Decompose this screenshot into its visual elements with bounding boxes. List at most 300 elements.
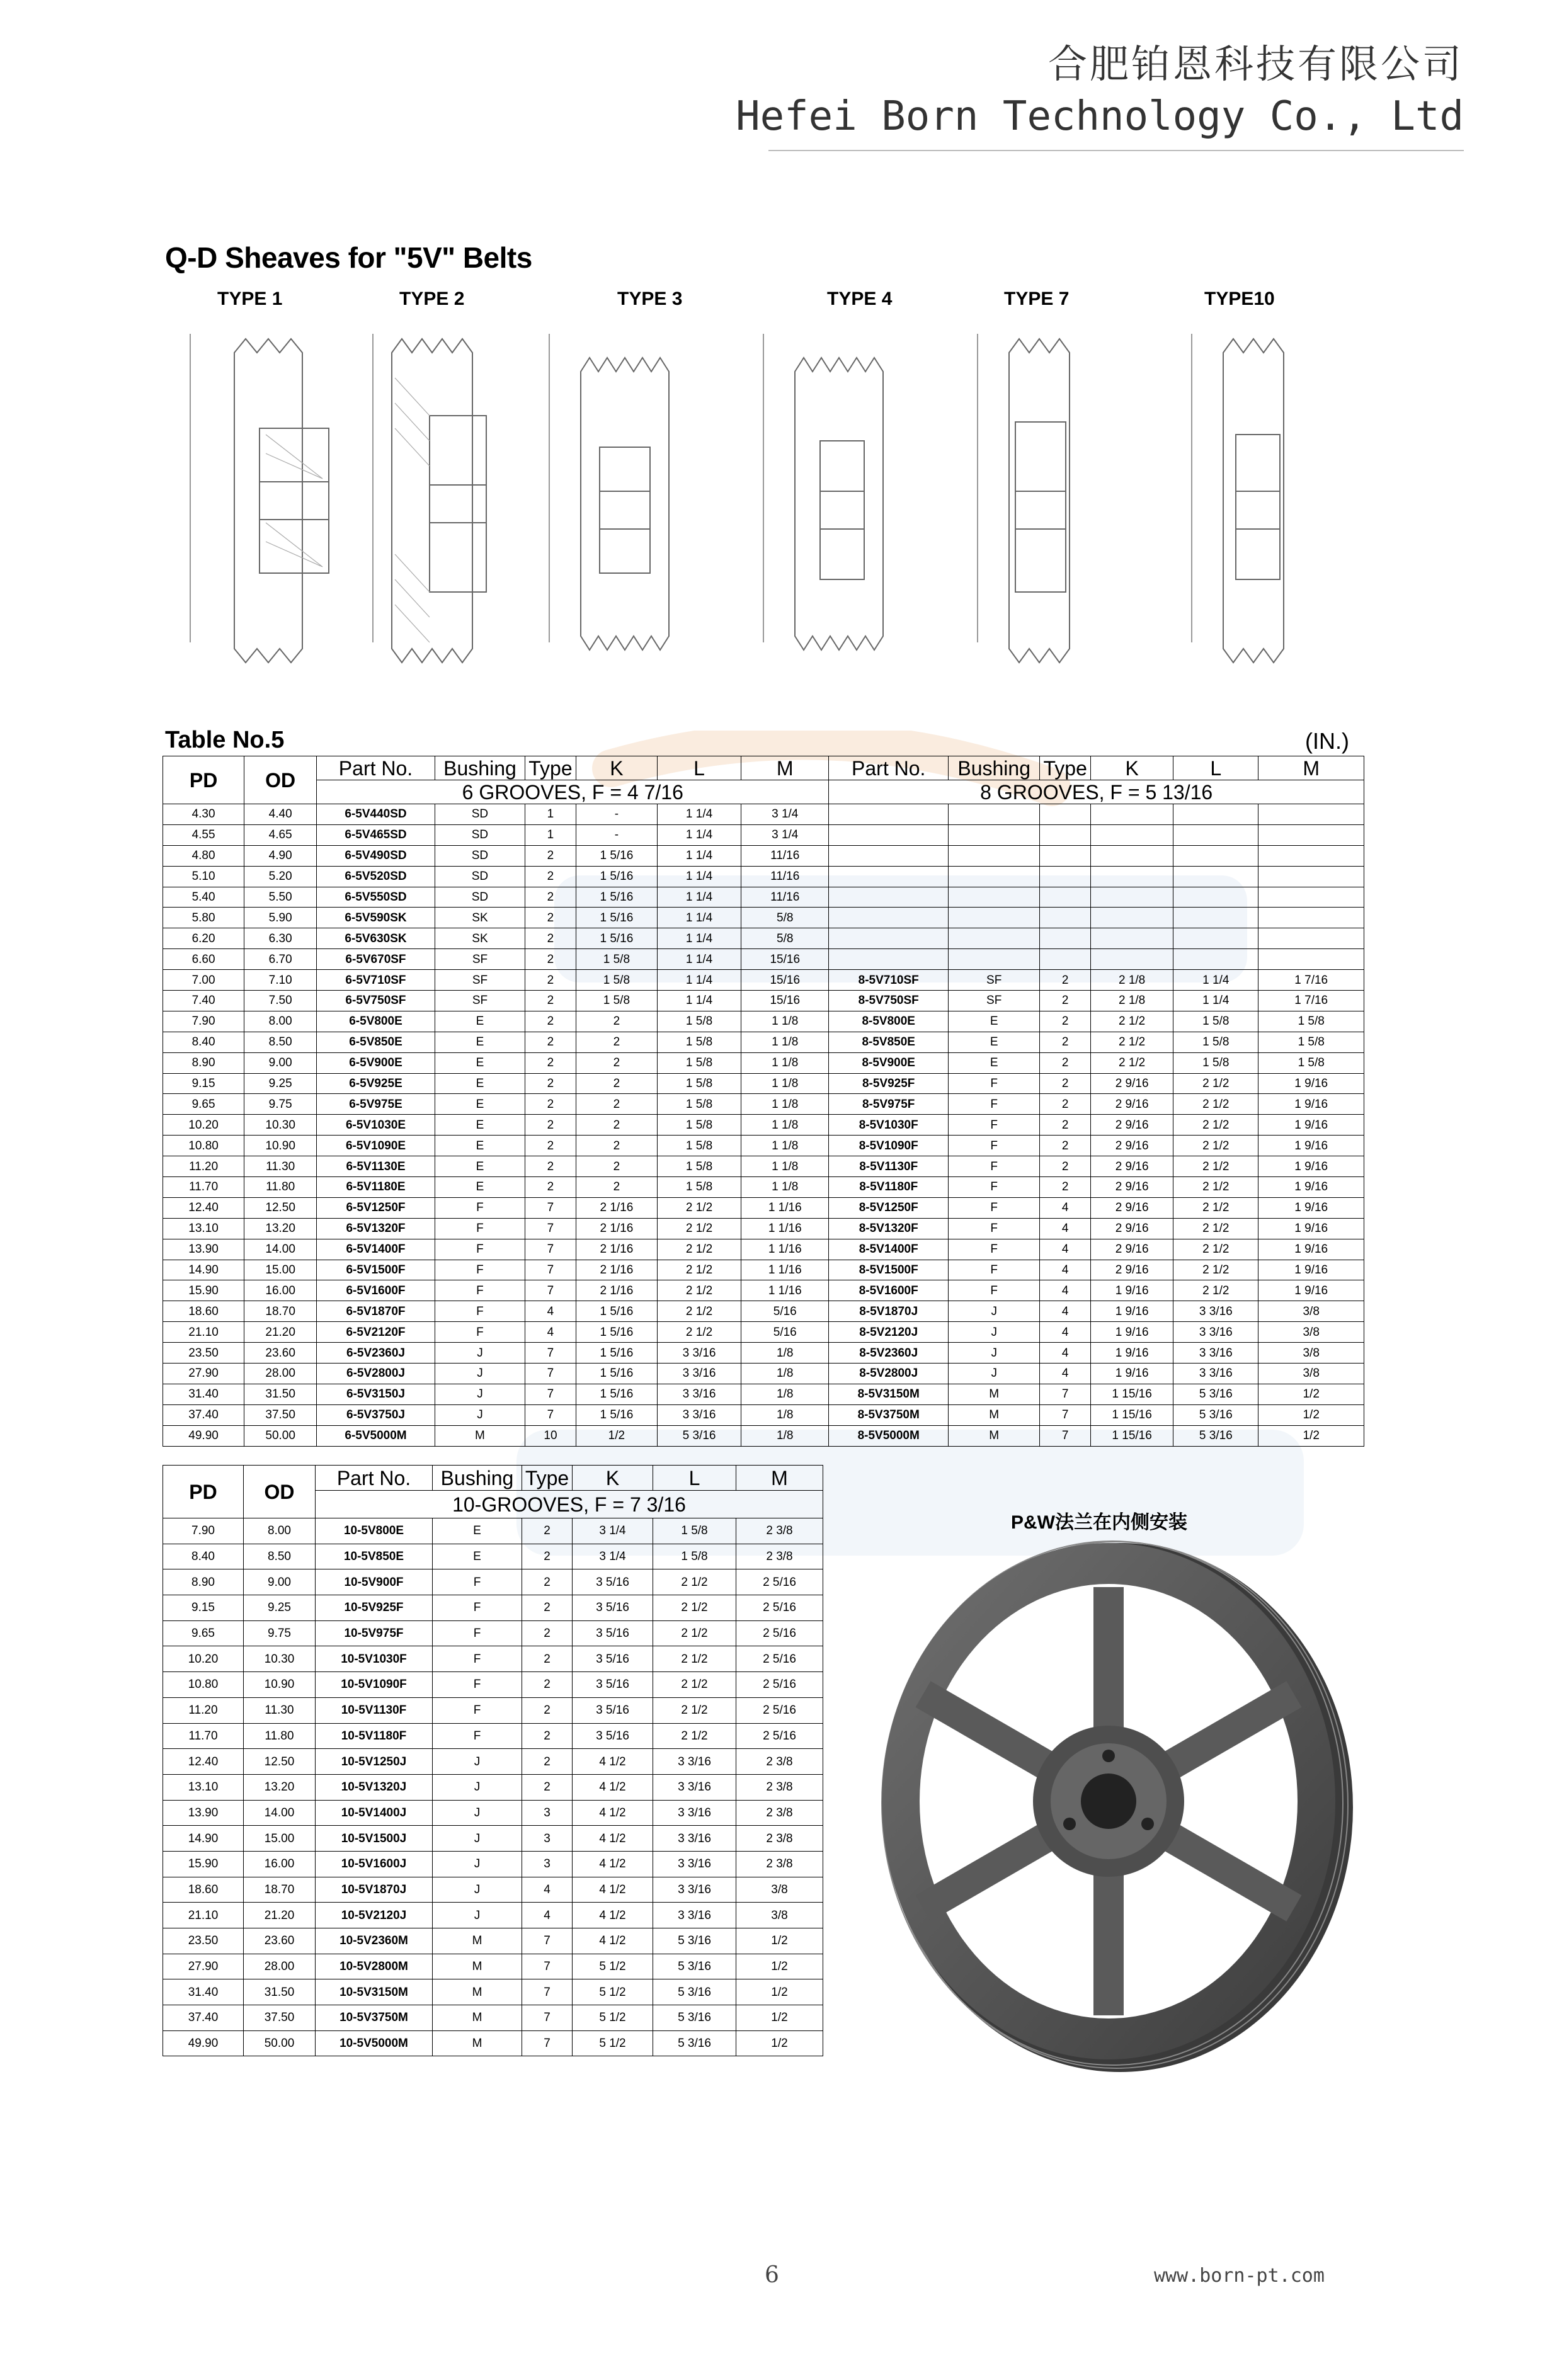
table-cell: 1/2	[736, 2030, 823, 2056]
table-cell: J	[433, 1877, 522, 1903]
table-row	[163, 1672, 823, 1698]
table-cell: E	[435, 1156, 525, 1177]
table-cell: 1/2	[736, 1928, 823, 1954]
table-row	[163, 1749, 823, 1775]
table-cell: 2 5/16	[736, 1672, 823, 1698]
table-cell: 1 9/16	[1091, 1322, 1173, 1343]
table-cell: 2	[522, 1620, 573, 1646]
table-row	[163, 804, 1364, 825]
table-cell: 5 3/16	[653, 2030, 736, 2056]
table-row	[163, 1404, 1364, 1425]
table-cell: 1 9/16	[1091, 1280, 1173, 1301]
col-pd: PD	[163, 756, 244, 804]
table-cell: SF	[435, 949, 525, 970]
table-cell: 9.25	[244, 1595, 316, 1621]
type-10-label: TYPE10	[1204, 288, 1275, 309]
table-cell: 2 1/2	[653, 1620, 736, 1646]
table-cell: F	[433, 1723, 522, 1749]
table-cell: 2 3/8	[736, 1749, 823, 1775]
table-cell: 31.50	[244, 1979, 316, 2005]
table-cell: 1 5/16	[576, 1301, 657, 1322]
table-cell: SK	[435, 928, 525, 949]
table-cell: 13.10	[163, 1774, 244, 1800]
table-cell: M	[949, 1404, 1040, 1425]
table-cell: 7	[522, 2030, 573, 2056]
table-cell: 37.50	[244, 1404, 317, 1425]
table-cell: 2	[525, 887, 576, 908]
table-cell: 1	[525, 824, 576, 845]
table-cell	[829, 866, 949, 887]
table-cell: 6-5V710SF	[317, 970, 435, 991]
table-cell: 3 5/16	[573, 1569, 653, 1595]
table-row	[163, 1928, 823, 1954]
table-cell: J	[435, 1364, 525, 1384]
table-cell: 9.75	[244, 1094, 317, 1115]
table-cell	[829, 908, 949, 928]
table-cell: 4 1/2	[573, 1851, 653, 1877]
table-cell: E	[435, 1094, 525, 1115]
table-cell: M	[949, 1384, 1040, 1404]
table-cell: 1 1/8	[741, 1094, 829, 1115]
table-cell: 10-5V850E	[316, 1544, 433, 1569]
table-cell: 1 5/8	[1258, 1052, 1364, 1073]
table-row	[163, 1979, 823, 2005]
table-cell: 8-5V5000M	[829, 1425, 949, 1446]
table-row	[163, 1011, 1364, 1032]
table-cell: 2	[1040, 1032, 1091, 1052]
company-name-cn: 合肥铂恩科技有限公司	[1047, 41, 1464, 87]
table-cell: 1 1/16	[741, 1260, 829, 1280]
table-row	[163, 1280, 1364, 1301]
table-cell: 10-5V900F	[316, 1569, 433, 1595]
table-cell: 1/8	[741, 1364, 829, 1384]
table-cell: 2 1/2	[657, 1301, 741, 1322]
company-name-en: Hefei Born Technology Co., Ltd	[736, 93, 1464, 140]
table-cell: F	[435, 1239, 525, 1260]
table-cell: 2 5/16	[736, 1723, 823, 1749]
table-cell	[949, 804, 1040, 825]
table-cell: 1 9/16	[1258, 1115, 1364, 1136]
table-cell: 6.30	[244, 928, 317, 949]
table-cell: 37.40	[163, 2005, 244, 2031]
page-title: Q-D Sheaves for "5V" Belts	[165, 241, 532, 274]
table-cell	[1173, 845, 1258, 866]
table-cell: 2 9/16	[1091, 1073, 1173, 1094]
table-cell: 4 1/2	[573, 1928, 653, 1954]
table-cell: F	[435, 1260, 525, 1280]
table-cell: 1 1/4	[657, 928, 741, 949]
table-cell: 6-5V550SD	[317, 887, 435, 908]
table-cell: 11.30	[244, 1697, 316, 1723]
table-cell: 2 1/2	[1173, 1115, 1258, 1136]
col-bushing-8: Bushing	[949, 756, 1040, 780]
table-cell: 6-5V3150J	[317, 1384, 435, 1404]
table-cell: 1 1/4	[657, 866, 741, 887]
table-cell: 8-5V900E	[829, 1052, 949, 1073]
table-cell	[949, 887, 1040, 908]
table-row	[163, 1260, 1364, 1280]
table-cell: 3/8	[1258, 1364, 1364, 1384]
table-cell: 2	[522, 1672, 573, 1698]
table-cell: F	[435, 1280, 525, 1301]
table-cell: 5/16	[741, 1322, 829, 1343]
table-cell: 8-5V1600F	[829, 1280, 949, 1301]
table-row	[163, 908, 1364, 928]
table-cell: 1 5/8	[576, 949, 657, 970]
table-cell	[1040, 887, 1091, 908]
table-cell: 2 1/2	[1173, 1260, 1258, 1280]
table-cell: 2 1/16	[576, 1218, 657, 1239]
type-1-drawing	[190, 334, 329, 663]
table-cell: 2	[522, 1646, 573, 1672]
table-cell: 8-5V925F	[829, 1073, 949, 1094]
sheave-type-drawings	[165, 315, 1374, 705]
col-l-8: L	[1173, 756, 1258, 780]
table-cell	[1258, 908, 1364, 928]
table-cell: 10-5V800E	[316, 1518, 433, 1544]
table-cell: 7	[525, 1384, 576, 1404]
table-cell: 1 1/4	[657, 991, 741, 1011]
table-cell: 2 9/16	[1091, 1218, 1173, 1239]
unit-label: (IN.)	[1305, 728, 1349, 754]
table-cell: J	[949, 1322, 1040, 1343]
table-cell: 11.20	[163, 1697, 244, 1723]
table-cell: 2 1/2	[653, 1723, 736, 1749]
table-cell: 3 3/16	[657, 1343, 741, 1364]
table-cell: E	[435, 1052, 525, 1073]
table-cell: 1 15/16	[1091, 1425, 1173, 1446]
table-cell: 6-5V2360J	[317, 1343, 435, 1364]
table-cell: 2 1/2	[1173, 1094, 1258, 1115]
table-cell: 4.40	[244, 804, 317, 825]
table-cell: 2	[576, 1032, 657, 1052]
table-cell: F	[949, 1260, 1040, 1280]
table-cell	[1173, 824, 1258, 845]
table-cell: F	[433, 1672, 522, 1698]
table-cell: 15/16	[741, 991, 829, 1011]
type-3-drawing	[549, 334, 669, 650]
table-cell: 2	[1040, 1094, 1091, 1115]
table-cell: 12.40	[163, 1749, 244, 1775]
table-cell: M	[433, 1928, 522, 1954]
table-cell: 2 1/2	[1173, 1280, 1258, 1301]
table-row	[163, 1723, 823, 1749]
table-cell: 2	[522, 1595, 573, 1621]
table-row	[163, 1052, 1364, 1073]
table-cell: F	[435, 1218, 525, 1239]
table-row	[163, 1322, 1364, 1343]
table-cell: 8-5V1180F	[829, 1177, 949, 1198]
table-cell: 1 1/8	[741, 1032, 829, 1052]
table-cell	[949, 908, 1040, 928]
table-cell: -	[576, 804, 657, 825]
table-cell: 8-5V750SF	[829, 991, 949, 1011]
table-cell: 50.00	[244, 2030, 316, 2056]
table-cell: 1 1/4	[657, 804, 741, 825]
table-cell: 10	[525, 1425, 576, 1446]
table-cell: 16.00	[244, 1280, 317, 1301]
table-cell: 4	[1040, 1322, 1091, 1343]
table-cell: 6-5V800E	[317, 1011, 435, 1032]
table-cell: 11.80	[244, 1723, 316, 1749]
table-cell: 18.70	[244, 1301, 317, 1322]
table-cell	[1258, 845, 1364, 866]
table-cell: 7	[522, 1928, 573, 1954]
table-cell: J	[435, 1404, 525, 1425]
table-cell: 5 3/16	[653, 1928, 736, 1954]
table-cell: 13.20	[244, 1218, 317, 1239]
table-cell: 5/8	[741, 908, 829, 928]
table-cell	[829, 949, 949, 970]
table-cell: 11/16	[741, 845, 829, 866]
table-cell	[1040, 824, 1091, 845]
table-cell: 2	[525, 866, 576, 887]
table-row	[163, 2030, 823, 2056]
table-row	[163, 1646, 823, 1672]
table-cell: 10.20	[163, 1646, 244, 1672]
table-cell: 3 3/16	[653, 1774, 736, 1800]
table-cell: F	[949, 1239, 1040, 1260]
table-cell: 2 9/16	[1091, 1177, 1173, 1198]
table-cell: 2 1/2	[653, 1569, 736, 1595]
table-cell: 2 1/2	[1173, 1073, 1258, 1094]
table-cell: 2 1/16	[576, 1197, 657, 1218]
table-cell: 2 9/16	[1091, 1156, 1173, 1177]
table-cell: 15/16	[741, 970, 829, 991]
table-cell: 4.90	[244, 845, 317, 866]
table-cell: 1 5/8	[657, 1136, 741, 1156]
table-cell: SK	[435, 908, 525, 928]
table-cell: 23.60	[244, 1928, 316, 1954]
table-cell: 6-5V1400F	[317, 1239, 435, 1260]
table-cell: 10.80	[163, 1672, 244, 1698]
col-k-10: K	[573, 1466, 653, 1491]
table-cell: 6-5V1870F	[317, 1301, 435, 1322]
table-cell: 15.90	[163, 1851, 244, 1877]
table-cell: 3 3/16	[1173, 1322, 1258, 1343]
table-cell: 2 1/8	[1091, 991, 1173, 1011]
table-cell: 10.90	[244, 1672, 316, 1698]
table-cell: 7.50	[244, 991, 317, 1011]
table-cell: E	[949, 1032, 1040, 1052]
table-cell: 5 3/16	[653, 1954, 736, 1979]
table-cell: 13.90	[163, 1239, 244, 1260]
table-cell: 2	[1040, 970, 1091, 991]
table-cell: 1/2	[736, 2005, 823, 2031]
table-cell: J	[435, 1343, 525, 1364]
table-cell: 9.65	[163, 1094, 244, 1115]
table-cell	[1091, 824, 1173, 845]
table-cell: 31.50	[244, 1384, 317, 1404]
table-cell: 12.50	[244, 1749, 316, 1775]
table-cell: 2	[525, 1073, 576, 1094]
table-cell: 1 1/16	[741, 1218, 829, 1239]
table-cell: 2 1/2	[657, 1260, 741, 1280]
table-cell: 6-5V1600F	[317, 1280, 435, 1301]
table-cell: 2	[1040, 1136, 1091, 1156]
table-cell: SF	[435, 970, 525, 991]
table-cell: 3 5/16	[573, 1672, 653, 1698]
table-cell: 2 1/2	[653, 1646, 736, 1672]
table-cell: 8-5V2800J	[829, 1364, 949, 1384]
table-cell	[1258, 949, 1364, 970]
table-row	[163, 1620, 823, 1646]
table-cell: 3/8	[736, 1877, 823, 1903]
table-cell: 8-5V1870J	[829, 1301, 949, 1322]
table-cell: 1 5/8	[1173, 1011, 1258, 1032]
table-cell: 4	[1040, 1239, 1091, 1260]
table-cell: 1 5/8	[657, 1052, 741, 1073]
table-cell: 1 5/8	[1258, 1032, 1364, 1052]
table-cell: 2	[522, 1697, 573, 1723]
table-cell: 4	[525, 1322, 576, 1343]
table-row	[163, 1877, 823, 1903]
type-3-label: TYPE 3	[617, 288, 683, 309]
table-cell: 2 1/2	[1091, 1011, 1173, 1032]
table-cell: 2	[525, 970, 576, 991]
table-cell: 6-5V465SD	[317, 824, 435, 845]
table-cell: 7.00	[163, 970, 244, 991]
table-cell: 2	[1040, 1177, 1091, 1198]
table-row	[163, 2005, 823, 2031]
table-cell: 1 1/8	[741, 1052, 829, 1073]
table-cell	[1040, 866, 1091, 887]
table-cell: 6-5V1500F	[317, 1260, 435, 1280]
table-cell: 7	[525, 1239, 576, 1260]
table-cell: J	[435, 1384, 525, 1404]
table-cell: 10-5V1600J	[316, 1851, 433, 1877]
table-cell: 2 1/2	[1173, 1156, 1258, 1177]
table-cell: E	[435, 1073, 525, 1094]
table-cell: 6-5V900E	[317, 1052, 435, 1073]
col-k: K	[576, 756, 657, 780]
table-cell: 8-5V2360J	[829, 1343, 949, 1364]
table-cell: 3 5/16	[573, 1620, 653, 1646]
table-cell: 50.00	[244, 1425, 317, 1446]
table-cell: E	[435, 1115, 525, 1136]
table-cell: 16.00	[244, 1851, 316, 1877]
table-cell: F	[433, 1595, 522, 1621]
table-row	[163, 1425, 1364, 1446]
table-cell: 11.30	[244, 1156, 317, 1177]
table-cell: 1 7/16	[1258, 970, 1364, 991]
table-cell: 1 9/16	[1258, 1218, 1364, 1239]
table-cell: 6-5V3750J	[317, 1404, 435, 1425]
table-row	[163, 1697, 823, 1723]
table-cell: 7	[525, 1364, 576, 1384]
type-10-drawing	[1192, 334, 1284, 663]
table-cell: 2	[525, 845, 576, 866]
table-cell: 9.65	[163, 1620, 244, 1646]
table-cell: 1 5/8	[657, 1073, 741, 1094]
table-cell: 2	[525, 928, 576, 949]
table-cell	[1091, 887, 1173, 908]
table-cell	[1258, 824, 1364, 845]
table-cell: 2 9/16	[1091, 1197, 1173, 1218]
table-row	[163, 1851, 823, 1877]
col-part-no-8: Part No.	[829, 756, 949, 780]
table-cell: E	[435, 1177, 525, 1198]
table-row	[163, 1595, 823, 1621]
table-cell: 12.40	[163, 1197, 244, 1218]
table-cell: 21.10	[163, 1903, 244, 1928]
table-cell: 1/8	[741, 1404, 829, 1425]
type-2-drawing	[373, 334, 486, 663]
table-cell: 7.90	[163, 1518, 244, 1544]
table-cell: 3 3/16	[653, 1826, 736, 1852]
table-6-8-grooves	[163, 756, 1364, 1447]
table-cell: 2	[1040, 1115, 1091, 1136]
table-cell: 2	[525, 1032, 576, 1052]
table-cell: E	[435, 1032, 525, 1052]
table-cell	[1258, 887, 1364, 908]
table-cell: 1 5/8	[576, 991, 657, 1011]
table-cell: 14.90	[163, 1826, 244, 1852]
table-cell: 1 5/8	[657, 1115, 741, 1136]
table-cell: 2	[525, 1115, 576, 1136]
table-cell: 4.80	[163, 845, 244, 866]
table-cell: 1 5/16	[576, 845, 657, 866]
table-cell	[1173, 949, 1258, 970]
table-cell: 1 1/8	[741, 1136, 829, 1156]
table-cell: 2 1/2	[653, 1672, 736, 1698]
table-cell: SD	[435, 866, 525, 887]
table-row	[163, 1544, 823, 1569]
table-cell: 6-5V590SK	[317, 908, 435, 928]
col-od-10: OD	[244, 1466, 316, 1518]
table-cell: 3/8	[736, 1903, 823, 1928]
table-cell: 3 3/16	[1173, 1343, 1258, 1364]
group-6-grooves: 6 GROOVES, F = 4 7/16	[317, 780, 829, 804]
table-cell: 3 1/4	[573, 1544, 653, 1569]
table-row	[163, 949, 1364, 970]
table-cell: 4 1/2	[573, 1877, 653, 1903]
table-cell: 2	[1040, 1073, 1091, 1094]
table-cell: 13.10	[163, 1218, 244, 1239]
table-cell: 10.90	[244, 1136, 317, 1156]
table-cell: 2	[576, 1136, 657, 1156]
table-cell: 7	[522, 2005, 573, 2031]
table-cell: 5 3/16	[1173, 1425, 1258, 1446]
table-cell: 1 9/16	[1258, 1073, 1364, 1094]
table-row	[163, 1343, 1364, 1364]
table-cell: 3/8	[1258, 1301, 1364, 1322]
table-cell: 21.20	[244, 1322, 317, 1343]
table-cell: 8-5V850E	[829, 1032, 949, 1052]
table-cell: 2	[1040, 991, 1091, 1011]
table-cell: 1 9/16	[1258, 1136, 1364, 1156]
table-cell: 10-5V2120J	[316, 1903, 433, 1928]
table-cell	[949, 866, 1040, 887]
table-cell: 1/2	[1258, 1384, 1364, 1404]
table-cell: 2	[576, 1115, 657, 1136]
table-cell: 3 3/16	[653, 1877, 736, 1903]
table-cell: 2	[522, 1569, 573, 1595]
pw-flange-note: P&W法兰在内侧安装	[1011, 1512, 1187, 1533]
table-cell: 10.30	[244, 1646, 316, 1672]
table-cell: 6-5V1180E	[317, 1177, 435, 1198]
group-8-grooves: 8 GROOVES, F = 5 13/16	[829, 780, 1364, 804]
table-cell: 9.00	[244, 1052, 317, 1073]
table-row	[163, 1364, 1364, 1384]
table-cell: 18.70	[244, 1877, 316, 1903]
type-1-label: TYPE 1	[217, 288, 283, 309]
table-cell: 13.90	[163, 1800, 244, 1826]
table-cell: 2	[522, 1749, 573, 1775]
col-l: L	[657, 756, 741, 780]
table-cell: SD	[435, 887, 525, 908]
table-row	[163, 1032, 1364, 1052]
